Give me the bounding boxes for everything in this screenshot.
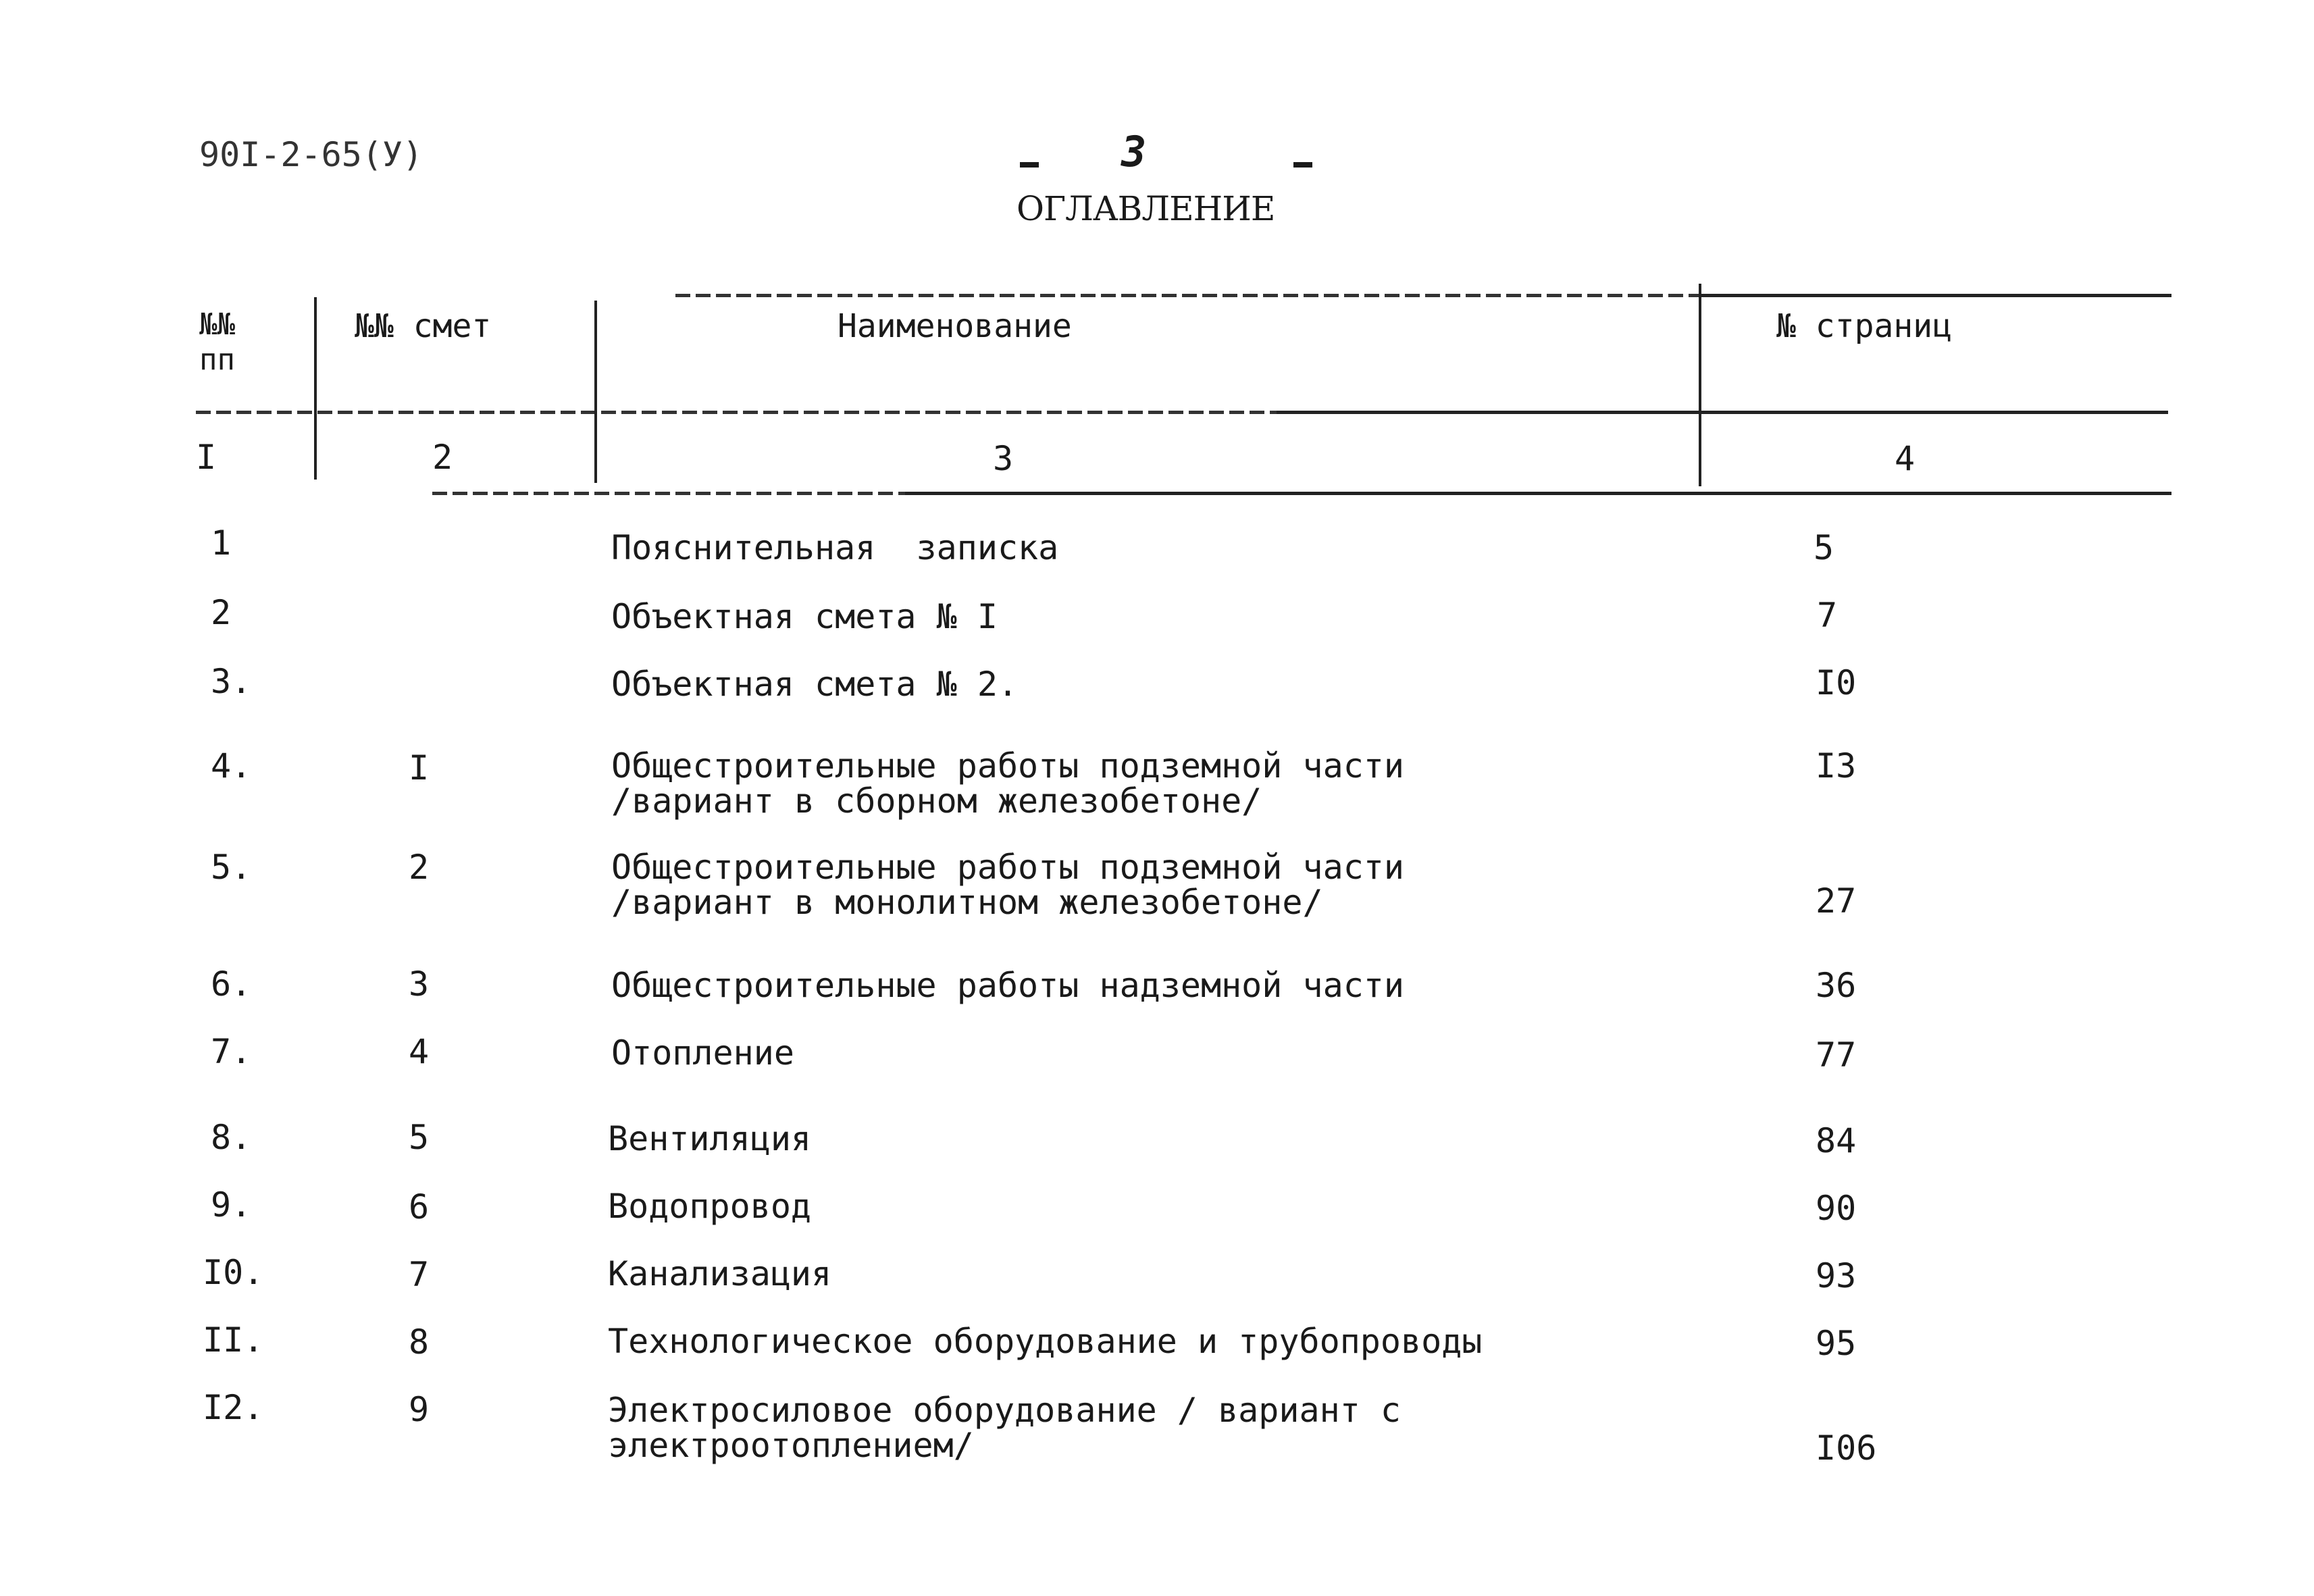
column-header-name: Наименование (838, 307, 1072, 345)
row-page: 7 (1817, 596, 1838, 635)
header-rule-right (1277, 411, 2168, 414)
column-divider-3 (1699, 284, 1701, 486)
header-rule (196, 411, 1277, 414)
column-header-row-number: №№ пп (199, 307, 235, 377)
row-estimate: I (409, 748, 430, 788)
row-estimate: 4 (409, 1032, 430, 1071)
row-number: 2 (211, 593, 232, 632)
column-number-rule-left (432, 492, 905, 495)
row-page: 27 (1816, 881, 1857, 921)
row-estimate: 5 (409, 1118, 430, 1157)
row-name: Водопровод (608, 1187, 812, 1226)
row-page: 5 (1814, 528, 1834, 567)
row-page: I06 (1816, 1428, 1877, 1468)
document-code: 90I-2-65(У) (199, 135, 423, 174)
row-name: Объектная смета № I (611, 597, 998, 636)
table-top-rule (675, 294, 1699, 297)
column-number-3: 3 (993, 439, 1014, 478)
row-number: 5. (211, 848, 252, 887)
row-page: 93 (1816, 1256, 1857, 1295)
row-estimate: 7 (409, 1255, 430, 1294)
row-number: 9. (211, 1185, 252, 1225)
row-name: Канализация (608, 1254, 832, 1293)
column-divider-1 (314, 297, 317, 480)
row-page: I0 (1816, 663, 1857, 702)
row-page: 84 (1816, 1121, 1857, 1160)
column-number-4: 4 (1895, 439, 1916, 478)
column-number-1: I (196, 438, 217, 477)
column-header-pages: № страниц (1776, 307, 1953, 345)
row-name: Объектная смета № 2. (611, 665, 1019, 704)
row-estimate: 9 (409, 1390, 430, 1429)
page-number: 3 (1121, 127, 1147, 176)
column-divider-2 (594, 301, 597, 483)
page-number-dash-right (1293, 162, 1312, 168)
row-number: II. (203, 1320, 264, 1360)
row-name: Вентиляция (608, 1119, 812, 1158)
row-number: 4. (211, 746, 252, 786)
row-name: Пояснительная записка (611, 528, 1059, 567)
table-of-contents-title: ОГЛАВЛЕНИЕ (1017, 189, 1275, 228)
row-number: I2. (203, 1388, 264, 1427)
column-number-2: 2 (432, 438, 453, 477)
column-header-estimate-number: №№ смет (355, 307, 492, 345)
page-number-dash-left (1020, 162, 1039, 168)
row-name: Общестроительные работы подземной части /вариант в монолитном железобетоне/ (611, 848, 1404, 922)
row-page: 77 (1816, 1035, 1857, 1075)
row-number: 3. (211, 662, 252, 701)
row-name: Отопление (611, 1033, 794, 1073)
row-estimate: 6 (409, 1187, 430, 1227)
row-page: 95 (1816, 1324, 1857, 1363)
table-top-rule-right (1699, 294, 2171, 297)
row-number: 8. (211, 1118, 252, 1157)
row-page: 90 (1816, 1189, 1857, 1228)
row-name: Общестроительные работы надземной части (611, 966, 1404, 1005)
column-number-rule (905, 492, 2171, 495)
row-estimate: 8 (409, 1322, 430, 1362)
row-number: 7. (211, 1032, 252, 1071)
row-estimate: 2 (409, 848, 430, 887)
row-number: 1 (211, 523, 232, 563)
row-number: 6. (211, 964, 252, 1004)
row-name: Электросиловое оборудование / вариант с электроотоплением/ (608, 1391, 1401, 1465)
row-name: Общестроительные работы подземной части /вариант в сборном железобетоне/ (611, 746, 1404, 821)
row-page: 36 (1816, 966, 1857, 1005)
row-name: Технологическое оборудование и трубопроводы (608, 1322, 1483, 1361)
row-estimate: 3 (409, 964, 430, 1004)
row-number: I0. (203, 1253, 264, 1292)
row-page: I3 (1816, 746, 1857, 786)
